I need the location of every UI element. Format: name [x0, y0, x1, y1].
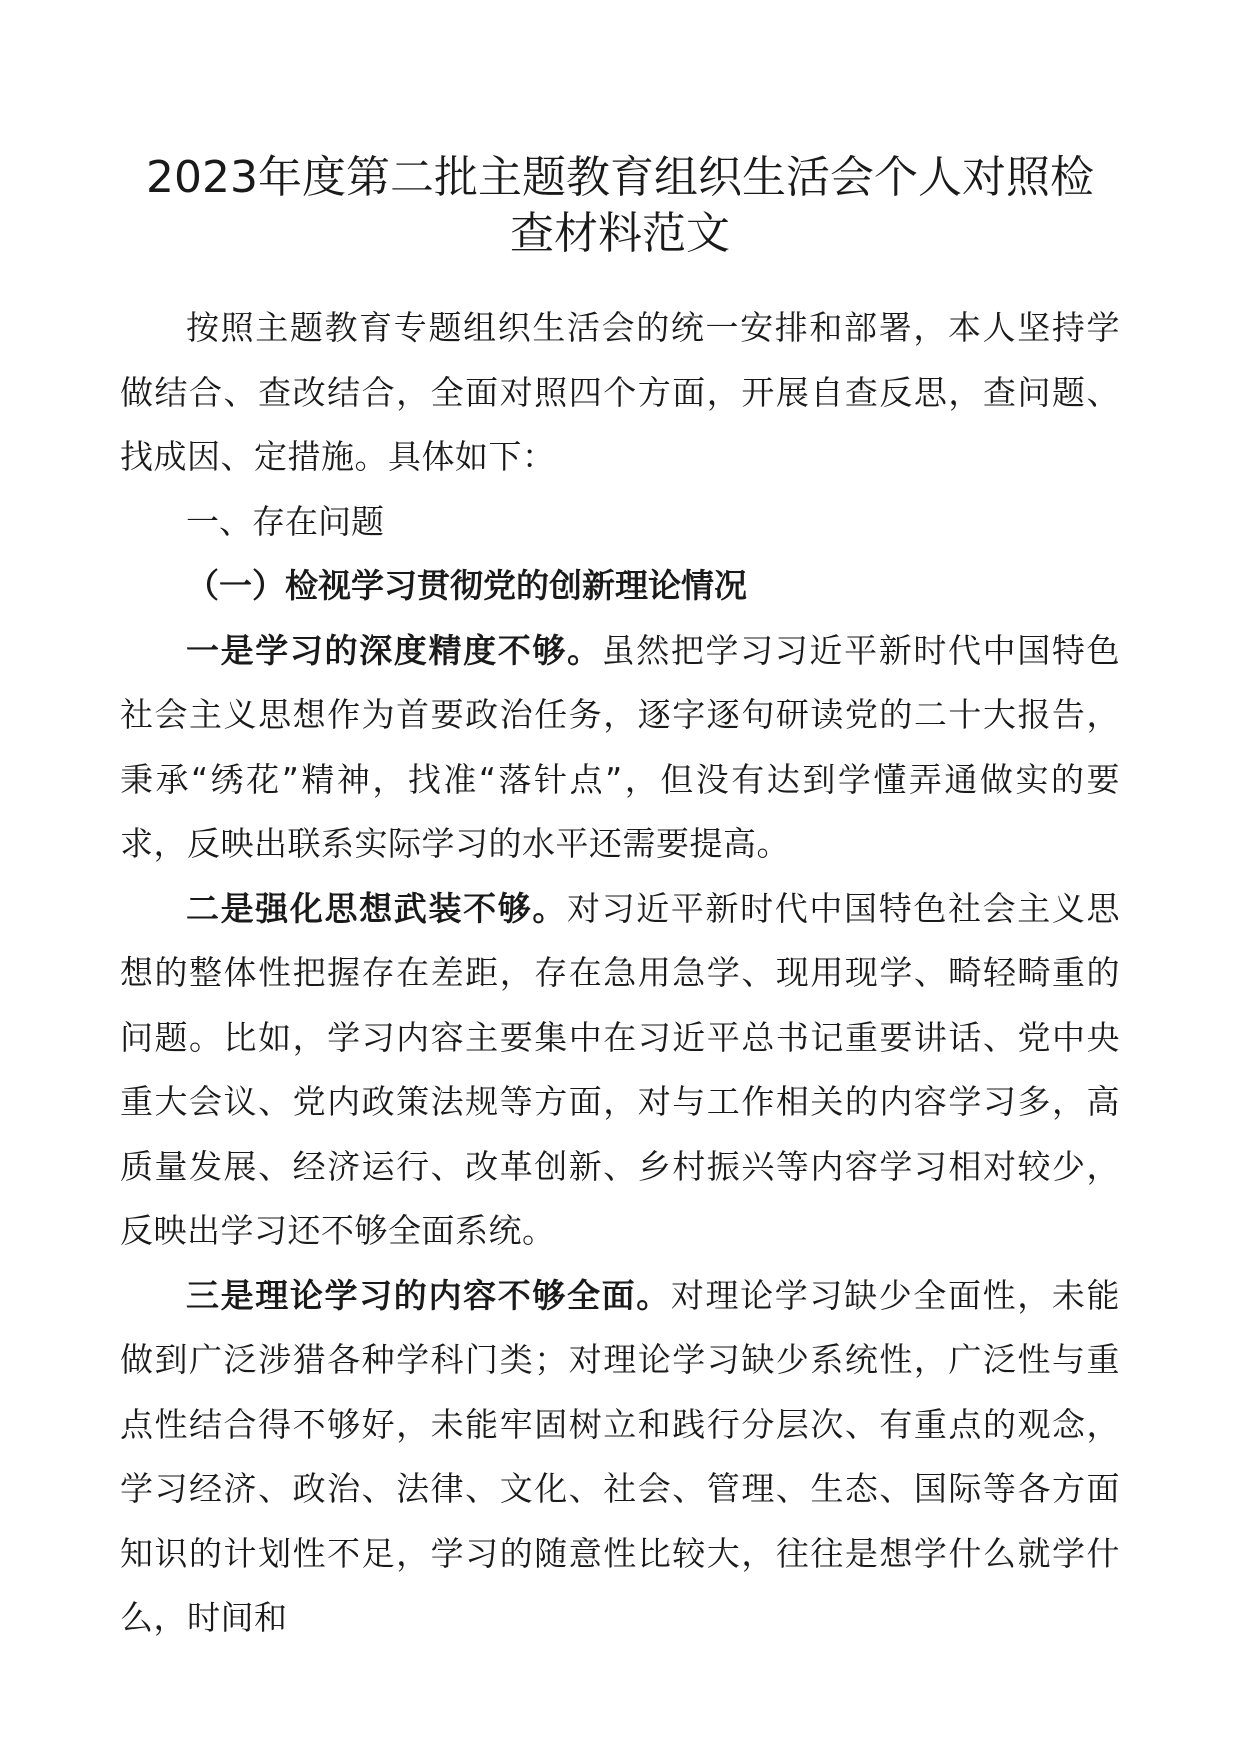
title-line-1: 2023年度第二批主题教育组织生活会个人对照检: [146, 152, 1094, 203]
point-paragraph-2: [120, 877, 1120, 1264]
point-lead-2: 二是强化思想武装不够。: [186, 888, 567, 928]
document-page: [120, 150, 1120, 1651]
subsection-heading-theory-study: （一）检视学习贯彻党的创新理论情况: [186, 566, 747, 605]
point-paragraph-3: [120, 1264, 1120, 1651]
intro-paragraph: 按照主题教育专题组织生活会的统一安排和部署，本人坚持学做结合、查改结合，全面对照四个方面，开展自查反思，查问题、找成因、定措施。具体如下：: [120, 308, 1120, 476]
point-body-3: 对理论学习缺少全面性，未能做到广泛涉猎各种学科门类；对理论学习缺少系统性，广泛性与重点性结合得不够好，未能牢固树立和践行分层次、有重点的观念，学习经济、政治、法律、文化、社会、管理、生态、国际等各方面知识的计划性不足，学习的随意性比较大，往往是想学什么就学什么，时间和: [120, 1275, 1121, 1637]
point-body-2: 对习近平新时代中国特色社会主义思想的整体性把握存在差距，存在急用急学、现用现学、畸轻畸重的问题。比如，学习内容主要集中在习近平总书记重要讲话、党中央重大会议、党内政策法规等方面，对与工作相关的内容学习多，高质量发展、经济运行、改革创新、乡村振兴等内容学习相对较少，反映出学习还不够全面系统。: [120, 888, 1121, 1250]
document-title: [120, 150, 1120, 262]
title-line-2: 查材料范文: [510, 208, 730, 259]
section-heading-problems: 一、存在问题: [186, 501, 384, 541]
point-lead-1: 一是学习的深度精度不够。: [186, 630, 602, 670]
point-lead-3: 三是理论学习的内容不够全面。: [186, 1275, 671, 1315]
point-body-1: 虽然把学习习近平新时代中国特色社会主义思想作为首要政治任务，逐字逐句研读党的二十大报告，秉承“绣花”精神，找准“落针点”，但没有达到学懂弄通做实的要求，反映出联系实际学习的水平还需要提高。: [120, 630, 1121, 863]
point-paragraph-1: [120, 619, 1120, 877]
